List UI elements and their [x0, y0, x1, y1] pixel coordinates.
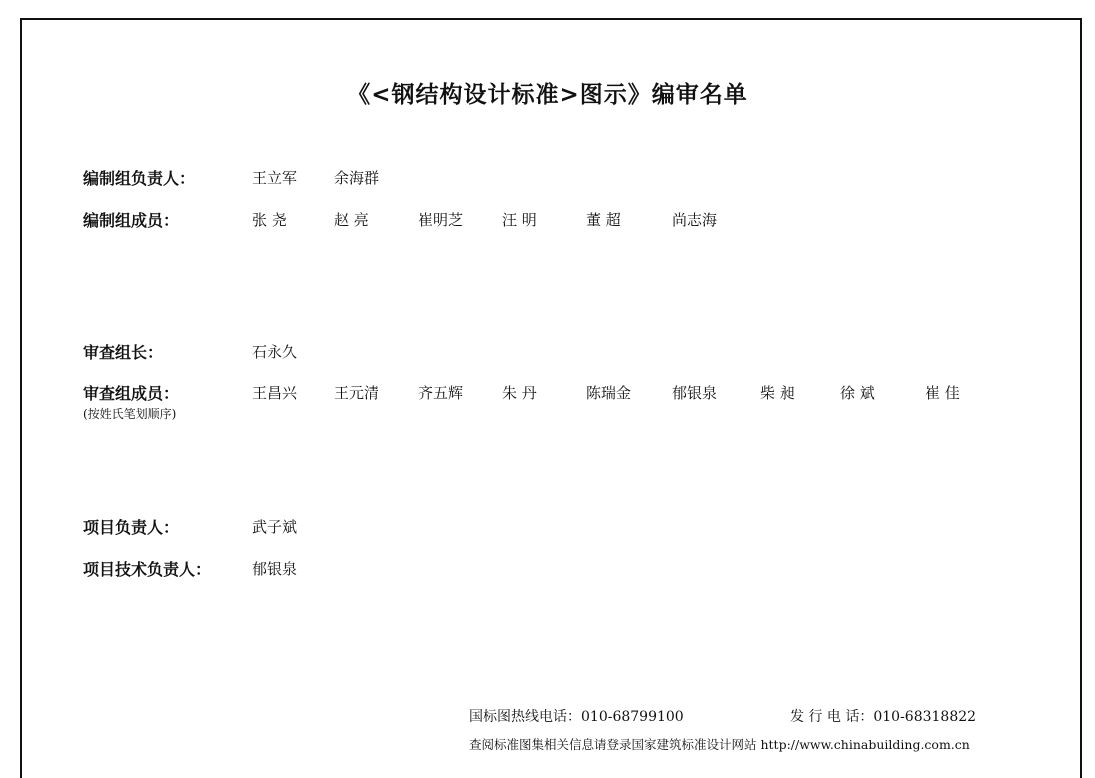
project-lead-label: 项目负责人： [83, 518, 180, 537]
review-member-name: 朱 丹 [502, 384, 537, 402]
review-member-name: 王元清 [334, 384, 380, 402]
review-member-name: 王昌兴 [252, 384, 298, 402]
review-lead-name: 石永久 [252, 343, 298, 361]
page-title: 《<钢结构设计标准>图示》编审名单 [347, 82, 748, 108]
review-member-name: 柴 昶 [760, 384, 795, 402]
review-member-name: 齐五辉 [418, 384, 464, 402]
compile-lead-name: 余海群 [334, 169, 380, 187]
compile-member-name: 尚志海 [672, 211, 718, 229]
review-members-note: (按姓氏笔划顺序) [83, 407, 177, 421]
review-member-name: 徐 斌 [840, 384, 875, 402]
compile-lead-name: 王立军 [252, 169, 298, 187]
review-member-name: 郁银泉 [672, 384, 718, 402]
page-border [20, 18, 1082, 778]
review-members-label: 审查组成员： [83, 384, 180, 403]
compile-member-name: 张 尧 [252, 211, 287, 229]
compile-lead-label: 编制组负责人： [83, 169, 196, 188]
project-tech-lead-label: 项目技术负责人： [83, 560, 212, 579]
issue-phone-text: 发 行 电 话：010-68318822 [790, 709, 977, 725]
compile-members-label: 编制组成员： [83, 211, 180, 230]
review-lead-label: 审查组长： [83, 343, 164, 362]
compile-member-name: 董 超 [586, 211, 621, 229]
review-member-name: 陈瑞金 [586, 384, 632, 402]
website-text: 查阅标准图集相关信息请登录国家建筑标准设计网站 http://www.chinabuilding.com.cn [469, 737, 970, 752]
project-lead-name: 武子斌 [252, 518, 298, 536]
compile-member-name: 汪 明 [502, 211, 537, 229]
hotline-text: 国标图热线电话：010-68799100 [469, 709, 684, 725]
compile-member-name: 赵 亮 [334, 211, 369, 229]
compile-member-name: 崔明芝 [418, 211, 464, 229]
project-tech-lead-name: 郁银泉 [252, 560, 298, 578]
review-member-name: 崔 佳 [925, 384, 960, 402]
